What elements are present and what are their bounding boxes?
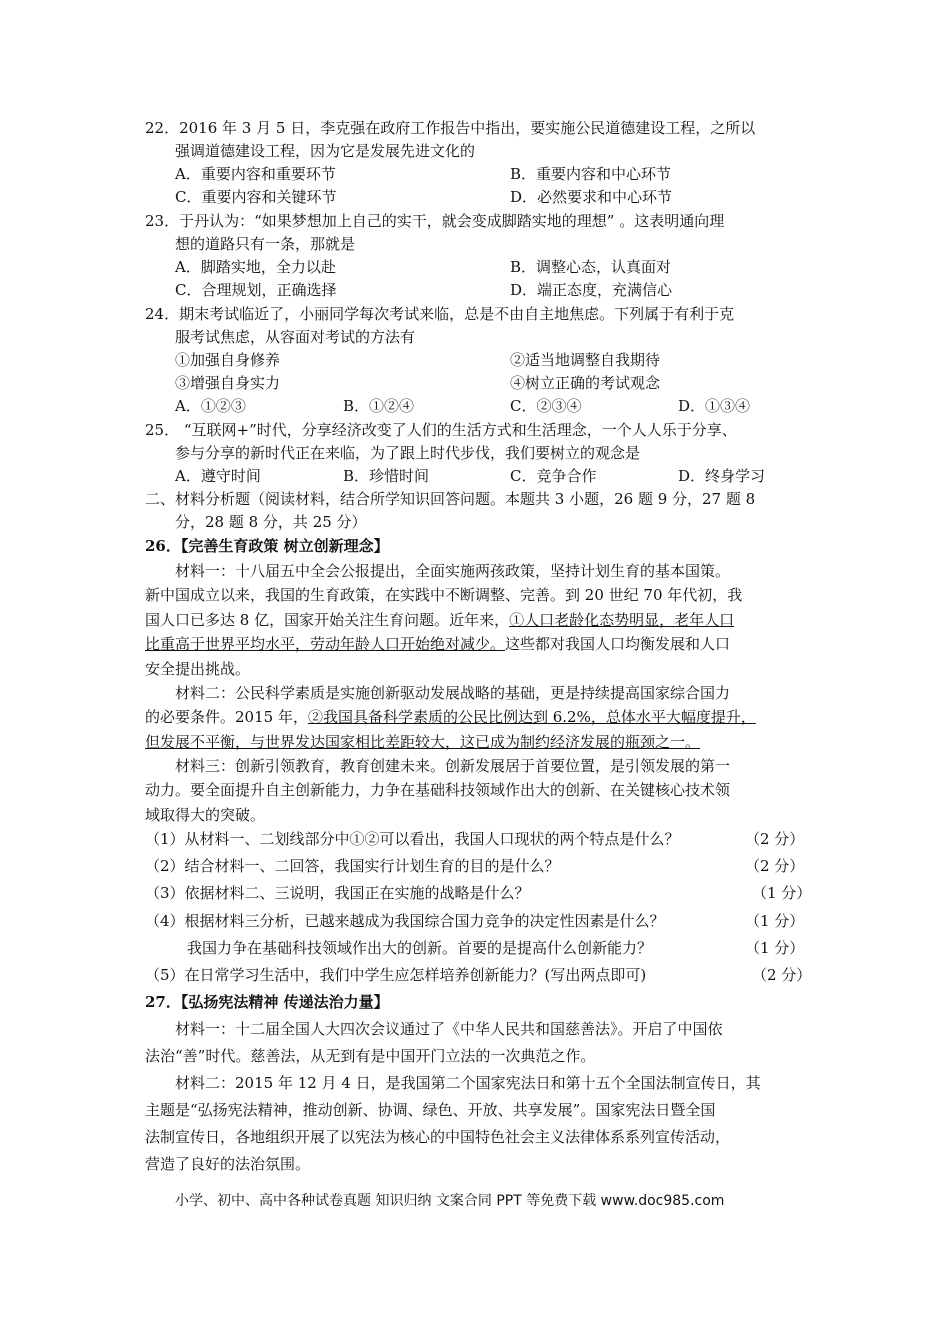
q26-underline-1-end: 比重高于世界平均水平，劳动年龄人口开始绝对减少。 xyxy=(145,635,506,653)
q26-sub5-score: （2 分） xyxy=(752,966,812,984)
q26-material3-line3: 域取得大的突破。 xyxy=(145,806,266,824)
q27-material1-line1: 材料一：十二届全国人大四次会议通过了《中华人民共和国慈善法》。开启了中国依 xyxy=(175,1020,723,1038)
q24-option-a: A．①②③ xyxy=(175,397,246,415)
q26-sub4b: 我国力争在基础科技领域作出大的创新。首要的是提高什么创新能力？ xyxy=(187,939,653,957)
q22-option-c: C．重要内容和关键环节 xyxy=(175,188,337,206)
q24-stem-line2: 服考试焦虑，从容面对考试的方法有 xyxy=(175,328,416,346)
q22-stem-line2: 强调道德建设工程，因为它是发展先进文化的 xyxy=(175,142,476,160)
q27-number: 27． xyxy=(145,993,181,1011)
q26-sub1: （1）从材料一、二划线部分中①②可以看出，我国人口现状的两个特点是什么？ xyxy=(145,830,680,848)
q27-title xyxy=(145,991,389,1013)
q26-sub3-score: （1 分） xyxy=(752,884,812,902)
q25-option-b: B．珍惜时间 xyxy=(343,467,430,485)
q25-option-a: A．遵守时间 xyxy=(175,467,261,485)
q26-sub2: （2）结合材料一、二回答，我国实行计划生育的目的是什么？ xyxy=(145,857,560,875)
q26-title xyxy=(145,535,389,557)
q26-number: 26． xyxy=(145,537,181,555)
q27-material2-line2: 主题是“弘扬宪法精神，推动创新、协调、绿色、开放、共享发展”。国家宪法日暨全国 xyxy=(145,1101,716,1119)
q26-sub3: （3）依据材料二、三说明，我国正在实施的战略是什么？ xyxy=(145,884,530,902)
q23-option-a: A．脚踏实地，全力以赴 xyxy=(175,258,336,276)
q25-stem-line2: 参与分享的新时代正在来临，为了跟上时代步伐，我们要树立的观念是 xyxy=(175,444,641,462)
q23-option-b: B．调整心态，认真面对 xyxy=(510,258,672,276)
q26-material2-line1: 材料二：公民科学素质是实施创新驱动发展战略的基础，更是持续提高国家综合国力 xyxy=(175,684,731,702)
q22-option-b: B．重要内容和中心环节 xyxy=(510,165,672,183)
q26-material1-line3 xyxy=(145,609,734,631)
section2-heading-line1: 二、材料分析题（阅读材料，结合所学知识回答问题。本题共 3 小题，26 题 9 分，27 题 8 xyxy=(145,490,756,508)
q26-sub2-score: （2 分） xyxy=(745,857,805,875)
q26-material3-line2: 动力。要全面提升自主创新能力，力争在基础科技领域作出大的创新、在关键核心技术领 xyxy=(145,781,731,799)
q24-option-c: C．②③④ xyxy=(510,397,582,415)
q24-item-3: ③增强自身实力 xyxy=(175,374,281,392)
q23-stem-line2: 想的道路只有一条，那就是 xyxy=(175,235,356,253)
q25-stem-line1: 25． “互联网+”时代，分享经济改变了人们的生活方式和生活理念，一个人人乐于分享、 xyxy=(145,421,737,439)
q26-underline-1-start: ①人口老龄化态势明显，老年人口 xyxy=(509,611,735,629)
q27-material1-line2: 法治“善”时代。慈善法，从无到有是中国开门立法的一次典范之作。 xyxy=(145,1047,596,1065)
q26-material3-line1: 材料三：创新引领教育，教育创建未来。创新发展居于首要位置，是引领发展的第一 xyxy=(175,757,731,775)
q26-material1-line5: 安全提出挑战。 xyxy=(145,660,251,678)
q27-material2-line4: 营造了良好的法治氛围。 xyxy=(145,1155,311,1173)
q26-sub4-score: （1 分） xyxy=(745,912,805,930)
q26-sub1-score: （2 分） xyxy=(745,830,805,848)
q24-option-b: B．①②④ xyxy=(343,397,415,415)
q22-stem-line1: 22．2016 年 3 月 5 日，李克强在政府工作报告中指出，要实施公民道德建设工程，之所以 xyxy=(145,119,756,137)
page-footer: 小学、初中、高中各种试卷真题 知识归纳 文案合同 PPT 等免费下载 www.doc985.com xyxy=(175,1193,725,1209)
q25-option-c: C．竞争合作 xyxy=(510,467,597,485)
q23-option-d: D．端正态度，充满信心 xyxy=(510,281,673,299)
q22-option-d: D．必然要求和中心环节 xyxy=(510,188,673,206)
q26-material1-line4 xyxy=(145,633,730,655)
q26-sub5: （5）在日常学习生活中，我们中学生应怎样培养创新能力？(写出两点即可) xyxy=(145,966,647,984)
q24-item-1: ①加强自身修养 xyxy=(175,351,281,369)
q22-option-a: A．重要内容和重要环节 xyxy=(175,165,336,183)
q26-material1-line1: 材料一：十八届五中全会公报提出，全面实施两孩政策，坚持计划生育的基本国策。 xyxy=(175,562,731,580)
q26-title-text: 【完善生育政策 树立创新理念】 xyxy=(180,537,389,555)
q26-underline-2-start: ②我国具备科学素质的公民比例达到 6.2%，总体水平大幅度提升， xyxy=(307,708,756,726)
q26-sub4b-score: （1 分） xyxy=(745,939,805,957)
q26-material2-line2 xyxy=(145,706,756,728)
q24-option-d: D．①③④ xyxy=(678,397,751,415)
q25-option-d: D．终身学习 xyxy=(678,467,766,485)
q26-material1-line4-plain: 这些都对我国人口均衡发展和人口 xyxy=(505,635,731,653)
q24-stem-line1: 24．期末考试临近了，小丽同学每次考试来临，总是不由自主地焦虑。下列属于有利于克 xyxy=(145,305,735,323)
q26-underline-2-end: 但发展不平衡，与世界发达国家相比差距较大，这已成为制约经济发展的瓶颈之一。 xyxy=(145,733,701,751)
q24-item-4: ④树立正确的考试观念 xyxy=(510,374,661,392)
q26-material1-line2: 新中国成立以来，我国的生育政策，在实践中不断调整、完善。到 20 世纪 70 年代初，我 xyxy=(145,586,743,604)
q23-option-c: C．合理规划，正确选择 xyxy=(175,281,337,299)
q26-material2-line2-plain: 的必要条件。2015 年， xyxy=(145,708,308,726)
q26-sub4: （4）根据材料三分析，已越来越成为我国综合国力竞争的决定性因素是什么？ xyxy=(145,912,665,930)
q27-material2-line1: 材料二：2015 年 12 月 4 日，是我国第二个国家宪法日和第十五个全国法制宣传日，其 xyxy=(175,1074,761,1092)
q23-stem-line1: 23．于丹认为：“如果梦想加上自己的实干，就会变成脚踏实地的理想” 。这表明通向理 xyxy=(145,212,725,230)
q24-item-2: ②适当地调整自我期待 xyxy=(510,351,661,369)
q26-material1-line3-plain: 国人口已多达 8 亿，国家开始关注生育问题。近年来， xyxy=(145,611,510,629)
q27-title-text: 【弘扬宪法精神 传递法治力量】 xyxy=(180,993,389,1011)
q27-material2-line3: 法制宣传日，各地组织开展了以宪法为核心的中国特色社会主义法律体系系列宣传活动， xyxy=(145,1128,731,1146)
section2-heading-line2: 分，28 题 8 分，共 25 分） xyxy=(175,513,367,531)
